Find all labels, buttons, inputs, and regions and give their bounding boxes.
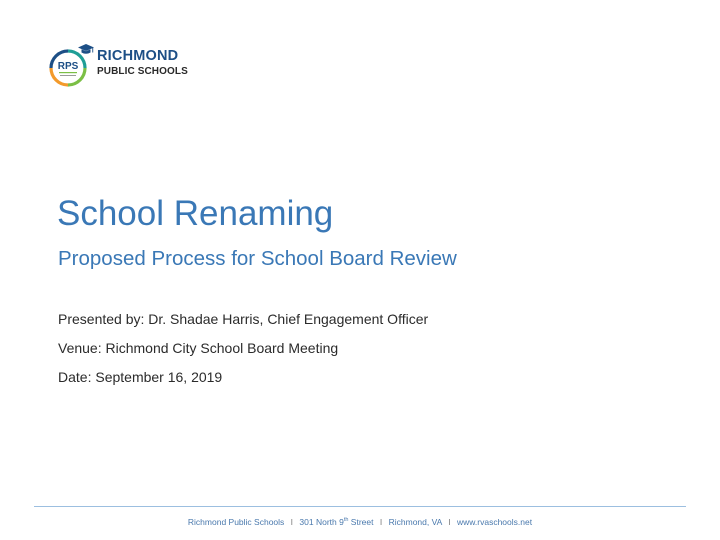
footer-org: Richmond Public Schools (187, 517, 285, 527)
logo-mark-text: RPS (57, 61, 79, 72)
footer-separator: I (448, 517, 451, 527)
graduation-cap-icon (78, 44, 94, 56)
footer-street-prefix: 301 North 9 (299, 517, 344, 527)
footer-separator: I (379, 517, 383, 527)
logo-wordmark (97, 48, 188, 78)
slide-subtitle: Proposed Process for School Board Review (58, 247, 457, 270)
venue-line: Venue: Richmond City School Board Meeting (58, 340, 339, 356)
logo-name-line1: RICHMOND (97, 48, 179, 64)
slide-title: School Renaming (57, 194, 334, 233)
footer-separator: I (290, 517, 294, 527)
footer (0, 516, 720, 528)
date-line: Date: September 16, 2019 (58, 369, 223, 385)
footer-divider (34, 506, 686, 507)
footer-street-suffix: Street (348, 517, 374, 527)
logo-name-line2: PUBLIC SCHOOLS (97, 66, 188, 77)
rps-logo (48, 44, 198, 90)
footer-website-link[interactable]: www.rvaschools.net (456, 517, 533, 527)
footer-street-sup: th (343, 517, 349, 524)
footer-city: Richmond, VA (388, 517, 442, 527)
presenter-line: Presented by: Dr. Shadae Harris, Chief Engagement Officer (58, 311, 429, 327)
